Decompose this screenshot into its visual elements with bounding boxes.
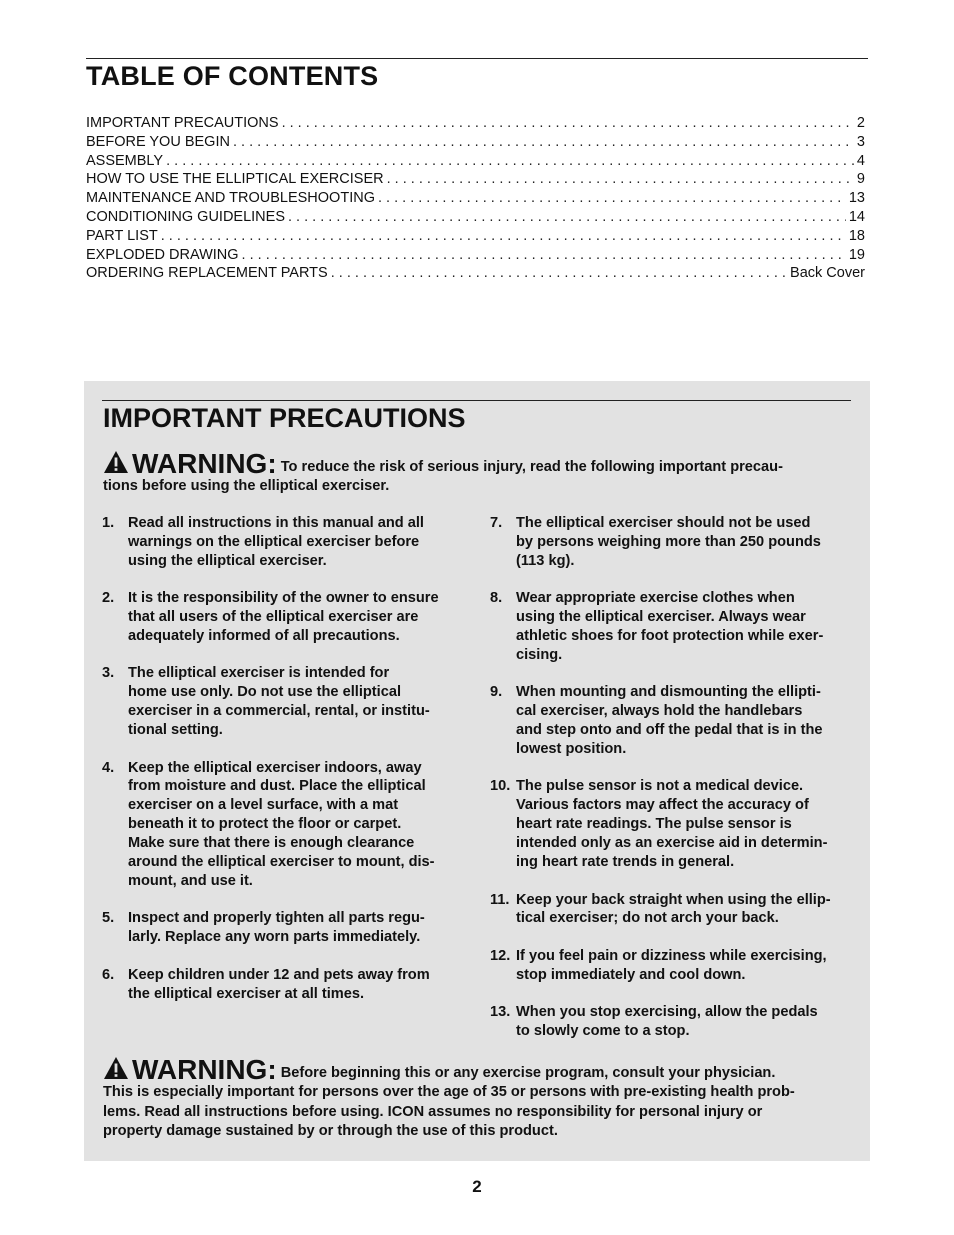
toc-entry-label: PART LIST	[86, 227, 158, 244]
toc-entry-page: 13	[848, 190, 865, 207]
toc-leader-dots	[378, 190, 846, 206]
item-text: The elliptical exerciser should not be used by persons weighing more than 250 pounds (113 kg).	[516, 515, 821, 569]
item-number: 3.	[102, 665, 115, 682]
list-item	[102, 909, 462, 947]
toc-entry[interactable]	[86, 171, 865, 190]
item-text: Read all instructions in this manual and all warnings on the elliptical exerciser before using the elliptical exerciser.	[128, 515, 424, 569]
toc-entry[interactable]	[86, 228, 865, 247]
list-item	[102, 759, 462, 891]
item-number: 9.	[490, 684, 503, 701]
toc-entry-label: HOW TO USE THE ELLIPTICAL EXERCISER	[86, 171, 384, 188]
toc-leader-dots	[331, 265, 787, 281]
toc-entry-label: MAINTENANCE AND TROUBLESHOOTING	[86, 190, 375, 207]
list-item	[490, 1003, 855, 1041]
toc-entry-page: 18	[848, 227, 865, 244]
toc-entry-page: 19	[848, 246, 865, 263]
item-number: 5.	[102, 910, 115, 927]
toc-leader-dots	[161, 228, 846, 244]
list-item	[490, 514, 855, 571]
item-number: 4.	[102, 759, 115, 776]
item-number: 2.	[102, 590, 115, 607]
item-number: 12.	[490, 947, 511, 964]
list-item	[490, 947, 855, 985]
item-text: Keep your back straight when using the ellip- tical exerciser; do not arch your back.	[516, 891, 831, 927]
toc-title: TABLE OF CONTENTS	[86, 61, 379, 91]
item-text: When you stop exercising, allow the pedals to slowly come to a stop.	[516, 1004, 818, 1040]
toc-leader-dots	[166, 153, 854, 169]
toc-entry-page: 4	[856, 152, 865, 169]
toc-entry-page: 2	[856, 115, 865, 131]
item-number: 10.	[490, 778, 511, 795]
toc-entry-page: 14	[848, 208, 865, 225]
list-item	[490, 589, 855, 665]
precautions-panel	[84, 381, 870, 1161]
list-item	[102, 966, 462, 1004]
item-text: The elliptical exerciser is intended for home use only. Do not use the elliptical exerciser in a commercial, rental, or institu- tional setting.	[128, 665, 430, 739]
toc-list	[86, 115, 865, 284]
toc-leader-dots	[282, 115, 854, 131]
toc-leader-dots	[288, 209, 846, 225]
warning-block-top	[103, 450, 853, 497]
toc-entry-page: 3	[856, 133, 865, 150]
item-number: 1.	[102, 515, 115, 531]
warning-text: To reduce the risk of serious injury, read the following important precau- tions before using the elliptical exerciser.	[103, 459, 783, 495]
top-rule	[86, 58, 868, 59]
warning-block-bottom	[103, 1056, 853, 1141]
list-item	[102, 589, 462, 646]
toc-leader-dots	[387, 171, 854, 187]
item-text: If you feel pain or dizziness while exercising, stop immediately and cool down.	[516, 947, 827, 983]
precautions-column-right	[490, 514, 855, 1059]
panel-rule	[102, 400, 851, 401]
toc-entry[interactable]	[86, 115, 865, 134]
toc-entry-page: 9	[856, 171, 865, 188]
item-text: Inspect and properly tighten all parts regu- larly. Replace any worn parts immediately.	[128, 910, 425, 946]
item-text: Wear appropriate exercise clothes when using the elliptical exerciser. Always wear athletic shoes for foot protection while exer- cising.	[516, 590, 824, 663]
warning-word: WARNING:	[132, 448, 277, 479]
toc-entry-label: ASSEMBLY	[86, 152, 164, 169]
item-text: When mounting and dismounting the ellipti- cal exerciser, always hold the handlebars and step onto and off the pedal that is in the lowest position.	[516, 684, 823, 758]
item-number: 11.	[490, 891, 510, 908]
toc-leader-dots	[242, 247, 846, 263]
page-number: 2	[472, 1177, 482, 1196]
toc-entry-label: BEFORE YOU BEGIN	[86, 133, 230, 150]
toc-entry[interactable]	[86, 247, 865, 266]
toc-entry[interactable]	[86, 134, 865, 153]
warning-word: WARNING:	[132, 1054, 277, 1085]
toc-entry-page: Back Cover	[790, 265, 865, 282]
item-number: 13.	[490, 1004, 511, 1021]
item-number: 6.	[102, 966, 115, 983]
toc-entry[interactable]	[86, 153, 865, 172]
item-text: Keep the elliptical exerciser indoors, away from moisture and dust. Place the elliptical exerciser on a level surface, with a mat beneath it to protect the floor or carpet. Make sure that there is enough clearance around the elliptical exerciser to mount, dis- mount, and use it.	[128, 759, 435, 889]
item-number: 7.	[490, 515, 503, 531]
toc-leader-dots	[233, 134, 854, 150]
warning-triangle-icon	[103, 450, 129, 474]
list-item	[490, 891, 855, 929]
precautions-column-left	[102, 514, 462, 1022]
item-text: It is the responsibility of the owner to ensure that all users of the elliptical exerciser are adequately informed of all precautions.	[128, 590, 439, 645]
precautions-title: IMPORTANT PRECAUTIONS	[103, 403, 466, 433]
warning-triangle-icon	[103, 1056, 129, 1080]
toc-entry[interactable]	[86, 265, 865, 284]
toc-entry-label: ORDERING REPLACEMENT PARTS	[86, 265, 328, 282]
toc-entry-label: IMPORTANT PRECAUTIONS	[86, 115, 279, 131]
list-item	[490, 777, 855, 872]
toc-entry[interactable]	[86, 209, 865, 228]
item-text: The pulse sensor is not a medical device. Various factors may affect the accuracy of heart rate readings. The pulse sensor is intended only as an exercise aid in determin- ing heart rate trends in general.	[516, 778, 828, 871]
list-item	[102, 664, 462, 740]
item-number: 8.	[490, 590, 503, 607]
list-item	[490, 683, 855, 759]
warning-text: Before beginning this or any exercise program, consult your physician. This is especially important for persons over the age of 35 or persons with pre-existing health prob- lems. Read all instructions before using. ICON assumes no responsibility for personal injury or property damage sustained by or through the use of this product.	[103, 1065, 795, 1139]
toc-entry-label: EXPLODED DRAWING	[86, 246, 239, 263]
list-item	[102, 514, 462, 571]
item-text: Keep children under 12 and pets away from the elliptical exerciser at all times.	[128, 966, 430, 1002]
toc-entry-label: CONDITIONING GUIDELINES	[86, 208, 285, 225]
toc-entry[interactable]	[86, 190, 865, 209]
